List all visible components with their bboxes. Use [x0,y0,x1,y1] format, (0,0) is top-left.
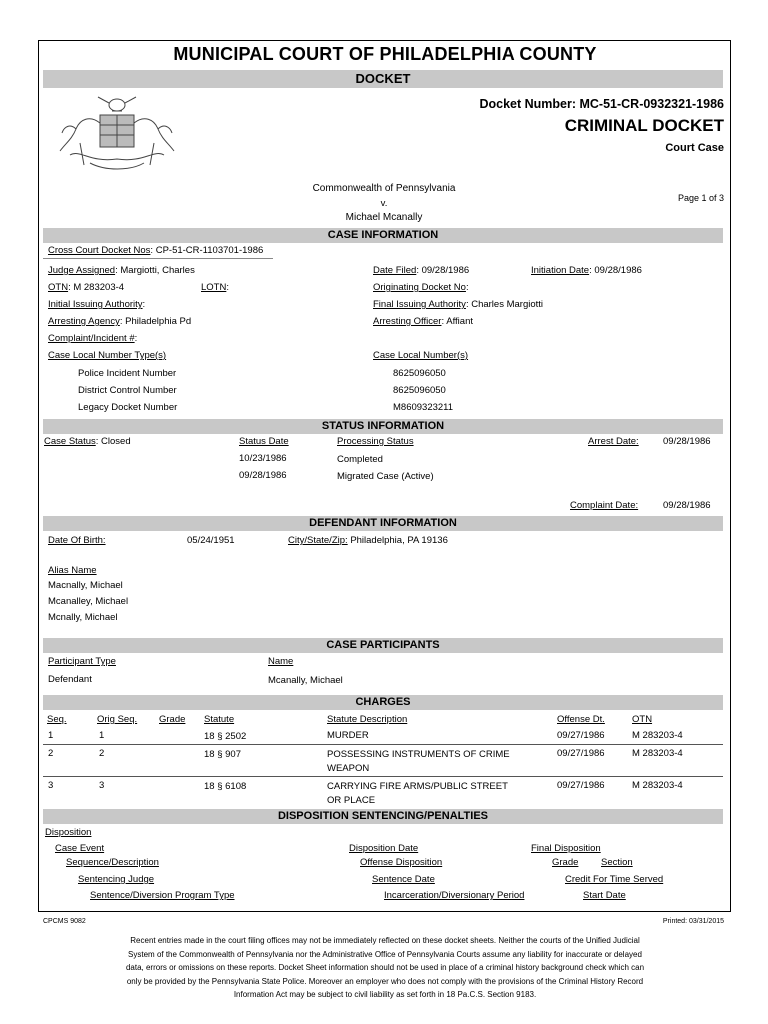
final-authority-row: Final Issuing Authority: Charles Margiotti [373,299,544,310]
pennsylvania-seal-icon [50,93,185,173]
docket-type: CRIMINAL DOCKET [564,116,724,135]
charge-offense-date: 09/27/1986 [557,748,605,759]
disclaimer-notice [40,934,730,1002]
alias-name: Mcnally, Michael [48,612,118,623]
lotn-label: LOTN [201,282,227,293]
court-case: Court Case [665,142,724,154]
start-date-label: Start Date [583,890,626,901]
arrest-date-label: Arrest Date: [588,436,639,447]
status-date-header: Status Date [239,436,289,447]
lotn-row: LOTN: [201,282,229,293]
processing-status-header: Processing Status [337,436,414,447]
initiation-row: Initiation Date: 09/28/1986 [531,265,642,276]
charges-heading: CHARGES [43,695,723,710]
arresting-officer-row: Arresting Officer: Affiant [373,316,473,327]
row-divider [43,744,723,745]
final-disposition-label: Final Disposition [531,843,601,854]
local-type: District Control Number [78,385,177,396]
case-status-label: Case Status [44,436,96,447]
participant-name: Mcanally, Michael [268,675,343,686]
charge-col-otn: OTN [632,714,653,725]
incarceration-period-label: Incarceration/Diversionary Period [384,890,525,901]
divider [43,258,273,259]
charge-orig-seq: 2 [99,748,105,759]
local-number-header: Case Local Number(s) [373,350,469,361]
charge-col-seq: Seq. [47,714,67,725]
date-filed-value: 09/28/1986 [421,265,470,276]
city-label: City/State/Zip: [288,535,348,546]
case-status-value: Closed [101,436,131,447]
charge-seq: 2 [48,748,54,759]
section-label: Section [601,857,633,868]
charge-description-cont: OR PLACE [327,795,376,806]
city-row [288,535,448,546]
charge-description-cont: WEAPON [327,763,370,774]
program-type-label: Sentence/Diversion Program Type [90,890,235,901]
judge-row: Judge Assigned: Margiotti, Charles [48,265,195,276]
participant-type: Defendant [48,674,92,685]
date-filed-row: Date Filed: 09/28/1986 [373,265,470,276]
charge-col-grade: Grade [159,714,186,725]
arresting-officer-value: Affiant [446,316,473,327]
disclaimer-line: data, errors or omissions on these reports. Docket Sheet information should not be used in place of a criminal history background check which can [125,963,645,972]
judge-value: Margiotti, Charles [120,265,195,276]
arrest-date-value: 09/28/1986 [663,436,711,447]
offense-disposition-label: Offense Disposition [360,857,443,868]
date-filed-label: Date Filed [373,265,417,276]
caption-plaintiff: Commonwealth of Pennsylvania [312,183,456,194]
form-number: CPCMS 9082 [43,918,86,925]
alias-name: Mcanalley, Michael [48,596,129,607]
caption-defendant: Michael Mcanally [345,212,423,223]
status-date: 09/28/1986 [239,470,287,481]
charge-col-orig-seq: Orig Seq. [97,714,138,725]
local-number: M8609323211 [393,402,454,413]
cross-court-label: Cross Court Docket Nos [48,245,151,256]
city-value: Philadelphia, PA 19136 [350,535,448,546]
orig-docket-label: Originating Docket No [373,282,466,293]
charge-otn: M 283203-4 [632,730,683,741]
otn-value: M 283203-4 [73,282,125,293]
charge-otn: M 283203-4 [632,748,683,759]
alias-name: Macnally, Michael [48,580,123,591]
otn-row: OTN: M 283203-4 [48,282,125,293]
charge-col-description: Statute Description [327,714,408,725]
complaint-incident-row: Complaint/Incident #: [48,333,138,344]
disclaimer-line: Recent entries made in the court filing offices may not be immediately reflected on these docket sheets. Neither the courts of the Unified Judicial [130,936,640,945]
dob-label: Date Of Birth: [48,535,106,546]
charge-otn: M 283203-4 [632,780,683,791]
charge-col-offense-date: Offense Dt. [557,714,605,725]
judge-label: Judge Assigned [48,265,116,276]
sentence-date-label: Sentence Date [372,874,435,885]
participant-type-header: Participant Type [48,656,116,667]
disclaimer-line: System of the Commonwealth of Pennsylvania nor the Administrative Office of Pennsylvania Courts assume any liability for inaccurate or delayed [128,949,642,959]
charge-offense-date: 09/27/1986 [557,730,605,741]
charge-description: MURDER [327,730,369,741]
dob-value: 05/24/1951 [187,535,235,546]
disposition-heading: DISPOSITION SENTENCING/PENALTIES [43,809,723,824]
charge-seq: 1 [48,730,54,741]
final-authority-label: Final Issuing Authority [373,299,466,310]
orig-docket-row: Originating Docket No: [373,282,469,293]
initial-authority-row: Initial Issuing Authority: [48,299,146,310]
charge-seq: 3 [48,780,54,791]
local-number: 8625096050 [393,385,446,396]
charge-orig-seq: 3 [99,780,105,791]
disposition-label: Disposition [45,827,92,838]
local-type: Legacy Docket Number [78,402,178,413]
case-status-row: Case Status: Closed [44,436,131,447]
docket-number: Docket Number: MC-51-CR-0932321-1986 [479,97,724,111]
sequence-description-label: Sequence/Description [66,857,159,868]
alias-header: Alias Name [48,565,97,576]
processing-status: Completed [337,454,383,465]
arresting-agency-row: Arresting Agency: Philadelphia Pd [48,316,192,327]
disclaimer-line: Information Act may be subject to civil liability as set forth in 18 Pa.C.S. Section 9183. [233,990,537,999]
processing-status: Migrated Case (Active) [337,471,434,482]
arresting-agency-label: Arresting Agency [48,316,120,327]
complaint-incident-label: Complaint/Incident # [48,333,135,344]
charge-orig-seq: 1 [99,730,105,741]
charge-description: CARRYING FIRE ARMS/PUBLIC STREET [327,781,508,792]
local-number: 8625096050 [393,368,446,379]
printed-date: Printed: 03/31/2015 [662,918,724,925]
status-date: 10/23/1986 [239,453,287,464]
arresting-officer-label: Arresting Officer [373,316,442,327]
participant-name-header: Name [268,656,294,667]
initial-authority-label: Initial Issuing Authority [48,299,143,310]
grade-label: Grade [552,857,579,868]
charge-offense-date: 09/27/1986 [557,780,605,791]
initiation-label: Initiation Date [531,265,590,276]
sentencing-judge-label: Sentencing Judge [78,874,155,885]
otn-label: OTN [48,282,69,293]
cross-court-row: Cross Court Docket Nos: CP-51-CR-1103701-1986 [48,245,264,256]
cross-court-value: CP-51-CR-1103701-1986 [155,245,264,256]
caption-versus: v. [380,198,388,209]
arresting-agency-value: Philadelphia Pd [125,316,192,327]
row-divider [43,776,723,777]
charge-description: POSSESSING INSTRUMENTS OF CRIME [327,749,510,760]
credit-time-served-label: Credit For Time Served [565,874,664,885]
final-authority-value: Charles Margiotti [471,299,544,310]
page-number: Page 1 of 3 [677,193,724,203]
court-title: MUNICIPAL COURT OF PHILADELPHIA COUNTY [173,44,597,64]
case-information-heading: CASE INFORMATION [43,228,723,243]
disposition-date-label: Disposition Date [349,843,419,854]
charge-col-statute: Statute [204,714,235,725]
charge-statute: 18 § 907 [204,749,241,760]
status-information-heading: STATUS INFORMATION [43,419,723,434]
defendant-information-heading: DEFENDANT INFORMATION [43,516,723,531]
case-event-label: Case Event [55,843,105,854]
local-type: Police Incident Number [78,368,177,379]
disclaimer-line: only be provided by the Pennsylvania State Police. Moreover an employer who does not comply with the provisions of the Criminal History Record [126,976,644,986]
local-type-header: Case Local Number Type(s) [48,350,167,361]
case-participants-heading: CASE PARTICIPANTS [43,638,723,653]
charge-statute: 18 § 6108 [204,781,247,792]
complaint-date-label: Complaint Date: [570,500,639,511]
docket-bar: DOCKET [43,70,723,88]
initiation-value: 09/28/1986 [594,265,642,276]
charge-statute: 18 § 2502 [204,731,247,742]
complaint-date-value: 09/28/1986 [663,500,711,511]
